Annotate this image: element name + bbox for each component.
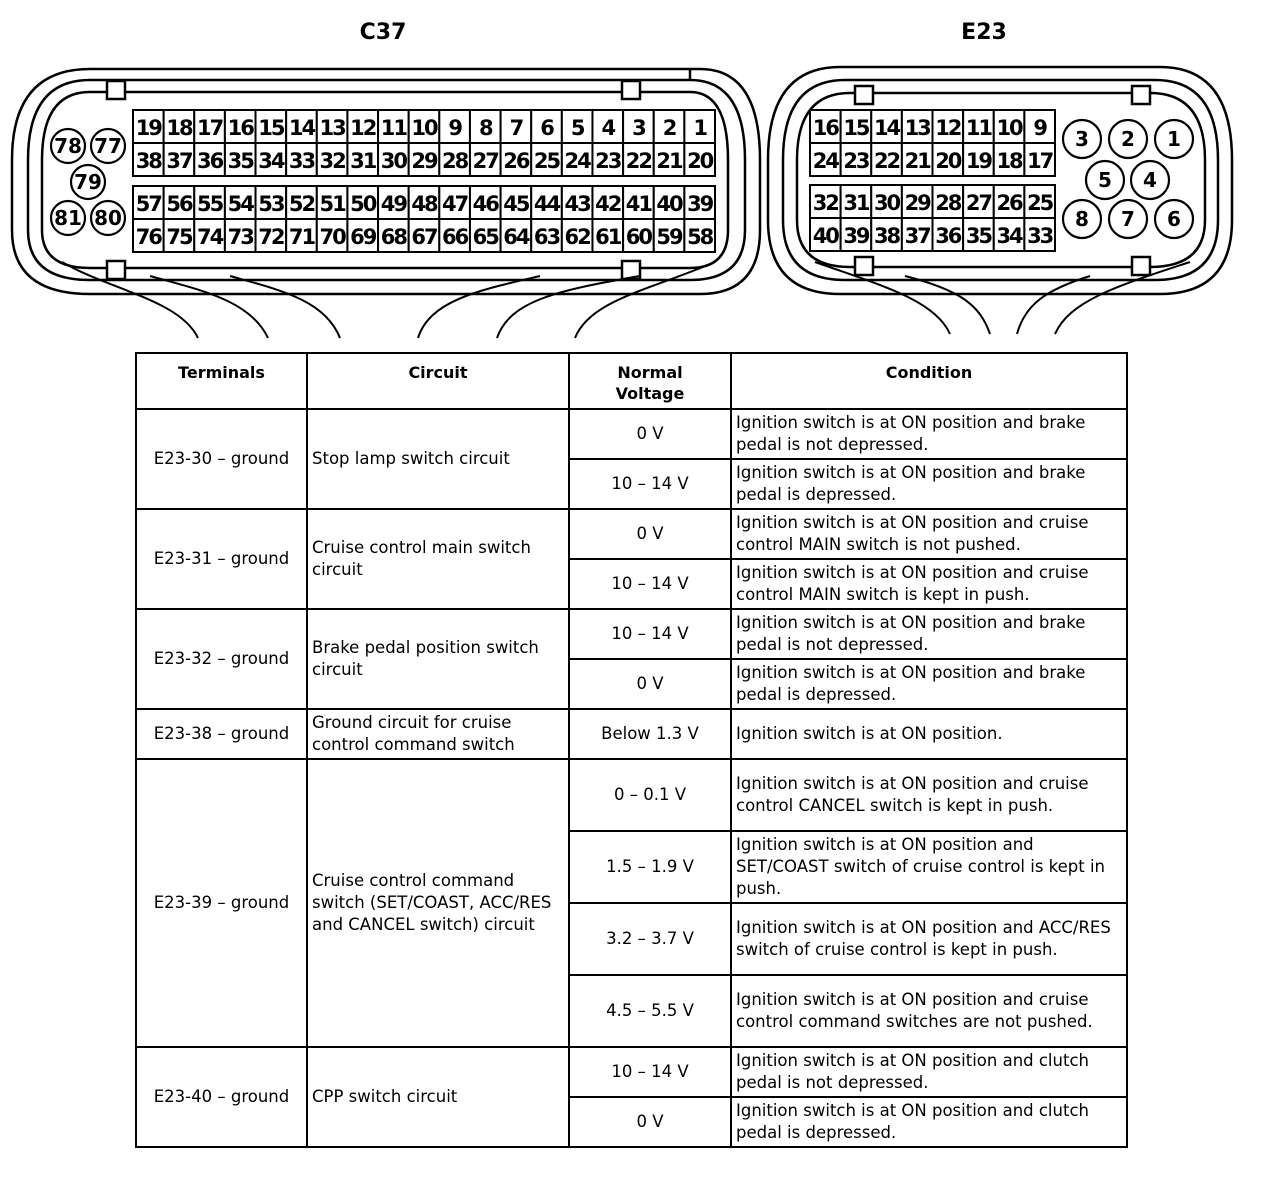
header-voltage-line2: Voltage	[615, 384, 685, 403]
c37-pin-label: 68	[380, 225, 406, 249]
c37-pin-label: 1	[693, 116, 706, 140]
c37-pin-label: 4	[601, 116, 615, 140]
terminal-voltage-table	[135, 352, 1128, 1148]
e23-pin-label: 27	[965, 191, 992, 215]
c37-pin-label: 61	[595, 225, 621, 249]
voltage-cell: 3.2 – 3.7 V	[569, 903, 731, 975]
e23-round-pin-label: 2	[1121, 127, 1135, 151]
c37-pin-label: 52	[288, 192, 315, 216]
c37-pin-label: 16	[227, 116, 253, 140]
circuit-cell: Ground circuit for cruise control command switch	[307, 709, 569, 759]
voltage-cell: 0 V	[569, 659, 731, 709]
table-row	[136, 759, 1127, 831]
e23-pin-label: 23	[843, 149, 869, 173]
e23-pin-label: 40	[812, 224, 838, 248]
c37-pin-label: 38	[135, 149, 161, 173]
c37-round-pin-label: 81	[54, 206, 82, 230]
c37-pin-label: 73	[227, 225, 253, 249]
condition-cell: Ignition switch is at ON position and brake pedal is depressed.	[731, 459, 1127, 509]
c37-pin-label: 59	[656, 225, 682, 249]
c37-pin-label: 24	[564, 149, 590, 173]
c37-pin-label: 21	[656, 149, 682, 173]
c37-pin-label: 60	[625, 225, 652, 249]
c37-pin-label: 25	[533, 149, 560, 173]
c37-pin-label: 37	[166, 149, 192, 173]
e23-pin-label: 34	[996, 224, 1022, 248]
header-circuit: Circuit	[307, 353, 569, 409]
e23-pin-label: 24	[812, 149, 838, 173]
e23-title: E23	[961, 20, 1007, 45]
e23-pin-label: 30	[873, 191, 900, 215]
c37-pin-label: 13	[319, 116, 345, 140]
voltage-cell: Below 1.3 V	[569, 709, 731, 759]
e23-pin-label: 18	[996, 149, 1022, 173]
e23-round-pin-label: 6	[1167, 207, 1181, 231]
e23-pin-label: 37	[904, 224, 930, 248]
c37-pin-label: 63	[533, 225, 560, 249]
c37-pin-label: 8	[478, 116, 492, 140]
c37-pin-label: 48	[411, 192, 437, 216]
terminal-cell: E23-39 – ground	[136, 759, 307, 1047]
c37-pin-label: 44	[533, 192, 560, 216]
c37-pin-label: 33	[288, 149, 315, 173]
c37-pin-label: 75	[166, 225, 192, 249]
e23-pin-label: 17	[1027, 149, 1053, 173]
c37-title: C37	[359, 20, 407, 45]
c37-pin-label: 50	[350, 192, 376, 216]
condition-cell: Ignition switch is at ON position and brake pedal is depressed.	[731, 659, 1127, 709]
c37-pin-label: 7	[509, 116, 523, 140]
c37-round-pin-label: 79	[74, 170, 102, 194]
c37-pin-label: 28	[442, 149, 468, 173]
e23-pin-label: 22	[873, 149, 900, 173]
c37-pin-label: 17	[196, 116, 223, 140]
e23-pin-label: 21	[904, 149, 930, 173]
c37-pin-label: 15	[258, 116, 284, 140]
circuit-cell: Cruise control command switch (SET/COAST, ACC/RES and CANCEL switch) circuit	[307, 759, 569, 1047]
c37-pin-label: 58	[687, 225, 713, 249]
c37-pin-label: 76	[135, 225, 161, 249]
c37-pin-label: 67	[411, 225, 437, 249]
condition-cell: Ignition switch is at ON position and ACC/RES switch of cruise control is kept in push.	[731, 903, 1127, 975]
c37-pin-label: 57	[135, 192, 161, 216]
e23-pin-label: 29	[904, 191, 930, 215]
c37-wires	[62, 262, 715, 338]
condition-cell: Ignition switch is at ON position and brake pedal is not depressed.	[731, 609, 1127, 659]
c37-pin-label: 9	[448, 116, 461, 140]
condition-cell: Ignition switch is at ON position and clutch pedal is depressed.	[731, 1097, 1127, 1147]
e23-pin-label: 16	[812, 116, 838, 140]
e23-pin-label: 32	[812, 191, 838, 215]
table-row	[136, 609, 1127, 659]
c37-pin-label: 5	[570, 116, 584, 140]
voltage-cell: 0 – 0.1 V	[569, 759, 731, 831]
e23-pin-label: 35	[965, 224, 992, 248]
c37-pin-label: 2	[662, 116, 676, 140]
c37-pin-label: 55	[196, 192, 223, 216]
c37-pin-label: 40	[656, 192, 682, 216]
c37-pin-label: 64	[503, 225, 529, 249]
e23-round-pins	[1063, 120, 1193, 238]
c37-pin-label: 35	[227, 149, 253, 173]
e23-pin-label: 20	[935, 149, 961, 173]
e23-pin-label: 9	[1033, 116, 1046, 140]
connector-diagram	[0, 0, 1264, 345]
c37-pin-label: 36	[196, 149, 223, 173]
e23-pin-label: 11	[965, 116, 992, 140]
c37-pin-label: 49	[380, 192, 406, 216]
c37-pin-label: 10	[411, 116, 437, 140]
terminal-cell: E23-32 – ground	[136, 609, 307, 709]
header-condition: Condition	[731, 353, 1127, 409]
c37-pin-label: 30	[380, 149, 406, 173]
c37-pin-label: 6	[540, 116, 553, 140]
e23-pin-label: 12	[935, 116, 961, 140]
c37-pin-label: 11	[380, 116, 406, 140]
condition-cell: Ignition switch is at ON position and brake pedal is not depressed.	[731, 409, 1127, 459]
table-row	[136, 709, 1127, 759]
c37-pin-label: 22	[625, 149, 652, 173]
c37-pin-label: 69	[350, 225, 376, 249]
header-terminals: Terminals	[136, 353, 307, 409]
c37-pin-label: 27	[472, 149, 498, 173]
c37-pin-label: 12	[350, 116, 376, 140]
condition-cell: Ignition switch is at ON position and cruise control MAIN switch is kept in push.	[731, 559, 1127, 609]
c37-pin-label: 72	[258, 225, 284, 249]
voltage-cell: 0 V	[569, 1097, 731, 1147]
e23-pin-label: 38	[873, 224, 900, 248]
condition-cell: Ignition switch is at ON position and clutch pedal is not depressed.	[731, 1047, 1127, 1097]
c37-round-pins	[51, 129, 125, 235]
voltage-cell: 4.5 – 5.5 V	[569, 975, 731, 1047]
c37-pin-label: 56	[166, 192, 192, 216]
condition-cell: Ignition switch is at ON position and cruise control CANCEL switch is kept in push.	[731, 759, 1127, 831]
e23-pin-label: 25	[1027, 191, 1053, 215]
table-row	[136, 509, 1127, 559]
c37-pin-label: 32	[319, 149, 345, 173]
e23-round-pin-label: 7	[1121, 207, 1135, 231]
e23-pin-grid	[810, 110, 1055, 251]
e23-pin-label: 33	[1027, 224, 1053, 248]
e23-round-pin-label: 5	[1098, 168, 1112, 192]
c37-pin-label: 45	[503, 192, 529, 216]
e23-pin-label: 10	[996, 116, 1022, 140]
c37-pin-label: 18	[166, 116, 192, 140]
terminal-cell: E23-30 – ground	[136, 409, 307, 509]
c37-pin-label: 46	[472, 192, 498, 216]
c37-pin-label: 23	[595, 149, 621, 173]
voltage-cell: 10 – 14 V	[569, 559, 731, 609]
e23-pin-label: 31	[843, 191, 869, 215]
c37-round-pin-label: 78	[54, 134, 82, 158]
c37-round-pin-label: 80	[94, 206, 122, 230]
c37-pin-label: 43	[564, 192, 590, 216]
c37-round-pin-label: 77	[94, 134, 122, 158]
c37-pin-label: 42	[595, 192, 621, 216]
condition-cell: Ignition switch is at ON position and cruise control command switches are not pushed.	[731, 975, 1127, 1047]
c37-pin-label: 65	[472, 225, 498, 249]
c37-pin-label: 54	[227, 192, 253, 216]
e23-pin-label: 19	[965, 149, 992, 173]
voltage-cell: 10 – 14 V	[569, 1047, 731, 1097]
c37-pin-label: 47	[442, 192, 468, 216]
c37-pin-label: 14	[288, 116, 315, 140]
table-header-row	[136, 353, 1127, 409]
table-row	[136, 409, 1127, 459]
c37-pin-label: 71	[288, 225, 315, 249]
header-normal-voltage	[569, 353, 731, 409]
voltage-cell: 0 V	[569, 509, 731, 559]
condition-cell: Ignition switch is at ON position and cruise control MAIN switch is not pushed.	[731, 509, 1127, 559]
terminal-cell: E23-31 – ground	[136, 509, 307, 609]
circuit-cell: Cruise control main switch circuit	[307, 509, 569, 609]
e23-pin-label: 36	[935, 224, 961, 248]
c37-pin-label: 3	[632, 116, 645, 140]
c37-pin-label: 26	[503, 149, 529, 173]
terminal-cell: E23-40 – ground	[136, 1047, 307, 1147]
circuit-cell: Brake pedal position switch circuit	[307, 609, 569, 709]
c37-pin-label: 31	[350, 149, 376, 173]
c37-pin-label: 20	[687, 149, 713, 173]
condition-cell: Ignition switch is at ON position and SET/COAST switch of cruise control is kept in push.	[731, 831, 1127, 903]
terminal-cell: E23-38 – ground	[136, 709, 307, 759]
e23-pin-label: 14	[873, 116, 900, 140]
e23-pin-label: 28	[935, 191, 961, 215]
c37-pin-label: 34	[258, 149, 284, 173]
c37-pin-label: 51	[319, 192, 345, 216]
c37-pin-label: 53	[258, 192, 284, 216]
e23-round-pin-label: 8	[1075, 207, 1089, 231]
e23-pin-label: 39	[843, 224, 869, 248]
condition-cell: Ignition switch is at ON position.	[731, 709, 1127, 759]
c37-pin-label: 74	[196, 225, 223, 249]
c37-pin-label: 19	[135, 116, 161, 140]
voltage-cell: 10 – 14 V	[569, 609, 731, 659]
c37-pin-label: 66	[442, 225, 468, 249]
e23-pin-label: 15	[843, 116, 869, 140]
voltage-cell: 10 – 14 V	[569, 459, 731, 509]
e23-pin-label: 26	[996, 191, 1022, 215]
e23-pin-label: 13	[904, 116, 930, 140]
c37-pin-label: 29	[411, 149, 437, 173]
e23-round-pin-label: 4	[1143, 168, 1157, 192]
c37-pin-grid	[133, 110, 715, 252]
table-row	[136, 1047, 1127, 1097]
c37-pin-label: 70	[319, 225, 345, 249]
header-voltage-line1: Normal	[617, 363, 683, 382]
c37-pin-label: 39	[687, 192, 713, 216]
circuit-cell: CPP switch circuit	[307, 1047, 569, 1147]
c37-pin-label: 62	[564, 225, 590, 249]
c37-pin-label: 41	[625, 192, 652, 216]
voltage-cell: 1.5 – 1.9 V	[569, 831, 731, 903]
circuit-cell: Stop lamp switch circuit	[307, 409, 569, 509]
e23-round-pin-label: 1	[1167, 127, 1181, 151]
e23-round-pin-label: 3	[1075, 127, 1089, 151]
voltage-cell: 0 V	[569, 409, 731, 459]
